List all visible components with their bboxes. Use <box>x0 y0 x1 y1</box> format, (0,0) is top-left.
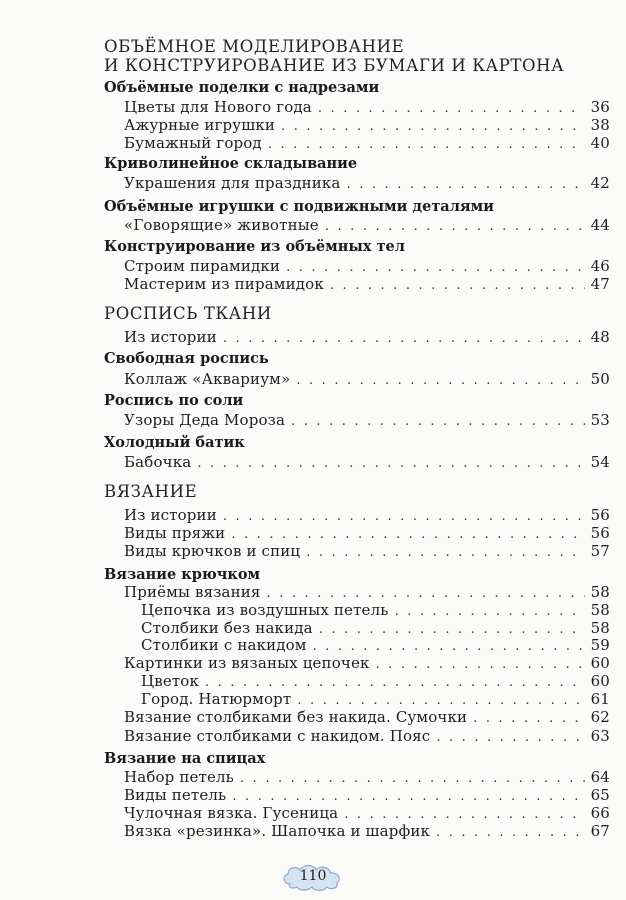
entry-label: Вязание столбиками без накида. Сумочки <box>124 708 468 726</box>
page-number-badge <box>280 862 346 892</box>
entry-page: 42 <box>590 174 610 192</box>
entry-page: 50 <box>590 370 610 388</box>
leader-dots <box>231 527 584 542</box>
entry-page: 63 <box>590 727 610 745</box>
entry-page: 48 <box>590 328 610 346</box>
entry-page: 62 <box>590 708 610 726</box>
entry-page: 67 <box>590 822 610 840</box>
toc-entry[interactable] <box>124 524 610 544</box>
toc-entry[interactable] <box>124 411 610 431</box>
group-crochet: Вязание крючком <box>104 566 261 583</box>
group-curved-folding: Криволинейное складывание <box>104 155 358 172</box>
toc-entry[interactable] <box>124 727 610 747</box>
entry-label: Приёмы вязания <box>124 583 261 601</box>
leader-dots <box>286 260 585 275</box>
entry-label: Набор петель <box>124 768 235 786</box>
leader-dots <box>205 675 585 690</box>
toc-entry[interactable] <box>124 506 610 526</box>
entry-page: 59 <box>590 636 610 654</box>
entry-label: Картинки из вязаных цепочек <box>124 654 370 672</box>
leader-dots <box>291 414 585 429</box>
toc-entry[interactable] <box>124 822 610 842</box>
toc-entry[interactable] <box>124 786 610 806</box>
entry-page: 38 <box>590 116 610 134</box>
entry-page: 61 <box>590 690 610 708</box>
toc-entry[interactable] <box>141 636 610 656</box>
entry-page: 54 <box>590 453 610 471</box>
entry-label: Цветок <box>141 672 200 690</box>
toc-entry[interactable] <box>124 216 610 236</box>
leader-dots <box>319 622 585 637</box>
toc-entry[interactable] <box>124 328 610 348</box>
entry-label: Бумажный город <box>124 134 262 152</box>
leader-dots <box>436 825 585 840</box>
toc-entry[interactable] <box>124 98 610 118</box>
section-heading-painting: РОСПИСЬ ТКАНИ <box>104 304 272 323</box>
group-cold-batik: Холодный батик <box>104 434 245 451</box>
entry-label: Вязка «резинка». Шапочка и шарфик <box>124 822 431 840</box>
entry-label: Столбики без накида <box>141 619 313 637</box>
group-free-painting: Свободная роспись <box>104 350 269 367</box>
leader-dots <box>376 657 585 672</box>
entry-page: 56 <box>590 506 610 524</box>
entry-page: 58 <box>590 583 610 601</box>
leader-dots <box>223 509 585 524</box>
leader-dots <box>344 807 584 822</box>
entry-page: 64 <box>590 768 610 786</box>
toc-entry[interactable] <box>124 116 610 136</box>
leader-dots <box>347 177 585 192</box>
toc-entry[interactable] <box>124 583 610 603</box>
entry-label: Из истории <box>124 506 217 524</box>
entry-page: 56 <box>590 524 610 542</box>
entry-label: Украшения для праздника <box>124 174 341 192</box>
leader-dots <box>318 101 585 116</box>
entry-page: 60 <box>590 654 610 672</box>
toc-entry[interactable] <box>124 768 610 788</box>
entry-label: Столбики с накидом <box>141 636 307 654</box>
leader-dots <box>223 331 585 346</box>
entry-label: Виды пряжи <box>124 524 226 542</box>
toc-entry[interactable] <box>124 257 610 277</box>
section-heading-modeling-2: И КОНСТРУИРОВАНИЕ ИЗ БУМАГИ И КАРТОНА <box>104 56 565 75</box>
entry-page: 58 <box>590 619 610 637</box>
entry-label: Вязание столбиками с накидом. Пояс <box>124 727 431 745</box>
leader-dots <box>267 586 585 601</box>
entry-page: 57 <box>590 542 610 560</box>
toc-entry[interactable] <box>124 174 610 194</box>
entry-page: 36 <box>590 98 610 116</box>
section-heading-modeling-1: ОБЪЁМНОЕ МОДЕЛИРОВАНИЕ <box>104 37 405 56</box>
leader-dots <box>306 545 584 560</box>
leader-dots <box>197 456 584 471</box>
entry-page: 47 <box>590 275 610 293</box>
toc-entry[interactable] <box>141 672 610 692</box>
entry-label: Ажурные игрушки <box>124 116 276 134</box>
leader-dots <box>330 278 585 293</box>
entry-label: Цветы для Нового года <box>124 98 312 116</box>
toc-entry[interactable] <box>124 654 610 674</box>
toc-entry[interactable] <box>141 601 610 621</box>
entry-page: 46 <box>590 257 610 275</box>
entry-label: «Говорящие» животные <box>124 216 319 234</box>
toc-entry[interactable] <box>124 542 610 562</box>
entry-label: Мастерим из пирамидок <box>124 275 324 293</box>
group-moving-toys: Объёмные игрушки с подвижными деталями <box>104 198 494 215</box>
leader-dots <box>240 771 585 786</box>
leader-dots <box>473 711 584 726</box>
entry-page: 60 <box>590 672 610 690</box>
leader-dots <box>296 373 584 388</box>
entry-label: Виды крючков и спиц <box>124 542 301 560</box>
entry-label: Бабочка <box>124 453 192 471</box>
toc-entry[interactable] <box>124 370 610 390</box>
entry-label: Строим пирамидки <box>124 257 281 275</box>
entry-label: Узоры Деда Мороза <box>124 411 286 429</box>
toc-entry[interactable] <box>124 804 610 824</box>
toc-entry[interactable] <box>124 275 610 295</box>
entry-page: 65 <box>590 786 610 804</box>
entry-label: Чулочная вязка. Гусеница <box>124 804 339 822</box>
leader-dots <box>395 604 585 619</box>
leader-dots <box>232 789 584 804</box>
toc-entry[interactable] <box>124 134 610 154</box>
toc-entry[interactable] <box>141 690 610 710</box>
leader-dots <box>313 639 585 654</box>
entry-label: Цепочка из воздушных петель <box>141 601 389 619</box>
leader-dots <box>325 219 585 234</box>
leader-dots <box>281 119 585 134</box>
entry-page: 58 <box>590 601 610 619</box>
entry-page: 40 <box>590 134 610 152</box>
entry-page: 53 <box>590 411 610 429</box>
entry-page: 44 <box>590 216 610 234</box>
toc-entry[interactable] <box>124 708 610 728</box>
entry-label: Коллаж «Аквариум» <box>124 370 291 388</box>
group-solids: Конструирование из объёмных тел <box>104 238 406 255</box>
group-salt-painting: Роспись по соли <box>104 392 244 409</box>
leader-dots <box>268 137 585 152</box>
page-number: 110 <box>299 868 327 884</box>
group-needles: Вязание на спицах <box>104 750 266 767</box>
section-heading-knitting: ВЯЗАНИЕ <box>104 482 198 501</box>
entry-label: Виды петель <box>124 786 227 804</box>
toc-entry[interactable] <box>124 453 610 473</box>
leader-dots <box>297 693 584 708</box>
leader-dots <box>436 730 584 745</box>
entry-label: Город. Натюрморт <box>141 690 292 708</box>
entry-label: Из истории <box>124 328 217 346</box>
entry-page: 66 <box>590 804 610 822</box>
group-cut-crafts: Объёмные поделки с надрезами <box>104 79 380 96</box>
